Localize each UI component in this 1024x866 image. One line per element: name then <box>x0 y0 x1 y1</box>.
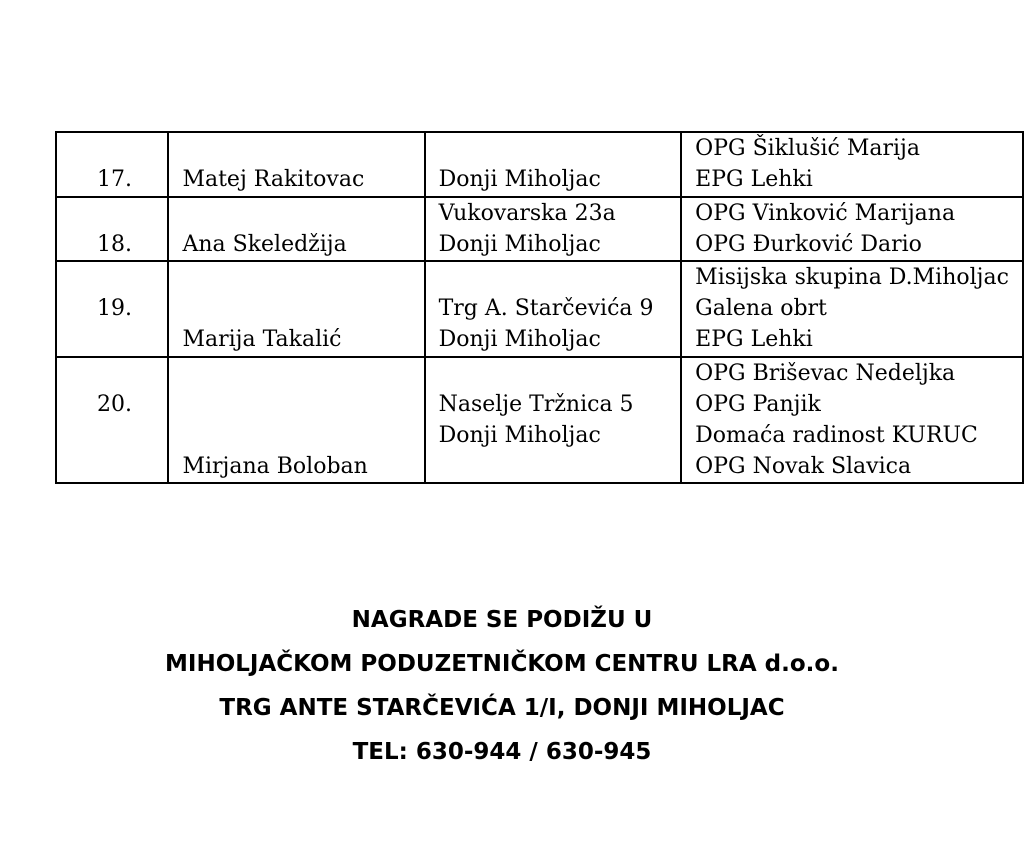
winner-name-cell <box>168 261 424 357</box>
winner-name: Marija Takalić <box>182 327 342 352</box>
address-cell <box>425 357 682 483</box>
prize-sponsor: OPG Šiklušić Marija <box>695 136 920 161</box>
prize-sponsor: Misijska skupina D.Miholjac <box>695 265 1009 290</box>
winner-name: Ana Skeledžija <box>182 232 347 257</box>
winner-name-cell <box>168 197 424 261</box>
prize-sponsor: OPG Vinković Marijana <box>695 201 956 226</box>
row-number-cell <box>56 132 168 197</box>
row-number: 20. <box>97 392 132 417</box>
pickup-notice <box>0 598 1004 774</box>
prize-sponsor: Galena obrt <box>695 296 827 321</box>
winners-table <box>55 131 1024 484</box>
address-line <box>439 262 681 293</box>
winner-name: Mirjana Boloban <box>182 454 368 479</box>
row-number: 19. <box>97 296 132 321</box>
prize-sponsor: EPG Lehki <box>695 327 813 352</box>
row-number-cell <box>56 261 168 357</box>
table-row <box>56 261 1023 357</box>
prize-sponsor: OPG Đurković Dario <box>695 232 922 257</box>
prizes-cell <box>681 132 1023 197</box>
address-line: Donji Miholjac <box>438 327 601 352</box>
address-line: Donji Miholjac <box>438 423 601 448</box>
prize-sponsor: EPG Lehki <box>695 167 813 192</box>
pickup-venue-line: MIHOLJAČKOM PODUZETNIČKOM CENTRU LRA d.o.o. <box>165 651 839 677</box>
address-cell <box>425 197 682 261</box>
address-cell <box>425 132 682 197</box>
prize-sponsor: OPG Panjik <box>695 392 821 417</box>
prizes-cell <box>681 357 1023 483</box>
address-cell <box>425 261 682 357</box>
address-line: Vukovarska 23a <box>438 201 616 226</box>
address-line <box>439 358 681 389</box>
address-line: Trg A. Starčevića 9 <box>438 296 654 321</box>
winner-name-cell <box>168 357 424 483</box>
row-number-cell <box>56 197 168 261</box>
table-row <box>56 357 1023 483</box>
address-line: Donji Miholjac <box>438 167 601 192</box>
winner-name-cell <box>168 132 424 197</box>
address-line: Donji Miholjac <box>438 232 601 257</box>
winner-name: Matej Rakitovac <box>182 167 365 192</box>
prize-sponsor: OPG Briševac Nedeljka <box>695 361 956 386</box>
address-line: Naselje Tržnica 5 <box>438 392 634 417</box>
row-number-cell <box>56 357 168 483</box>
prize-sponsor: OPG Novak Slavica <box>695 454 912 479</box>
table-row <box>56 197 1023 261</box>
prizes-cell <box>681 197 1023 261</box>
table-row <box>56 132 1023 197</box>
pickup-phone-line: TEL: 630-944 / 630-945 <box>352 739 652 765</box>
pickup-notice-line: NAGRADE SE PODIŽU U <box>351 607 653 633</box>
row-number: 17. <box>97 167 132 192</box>
address-line <box>439 133 681 164</box>
prizes-cell <box>681 261 1023 357</box>
pickup-address-line: TRG ANTE STARČEVIĆA 1/I, DONJI MIHOLJAC <box>219 695 785 721</box>
prize-sponsor: Domaća radinost KURUC <box>695 423 978 448</box>
row-number: 18. <box>97 232 132 257</box>
